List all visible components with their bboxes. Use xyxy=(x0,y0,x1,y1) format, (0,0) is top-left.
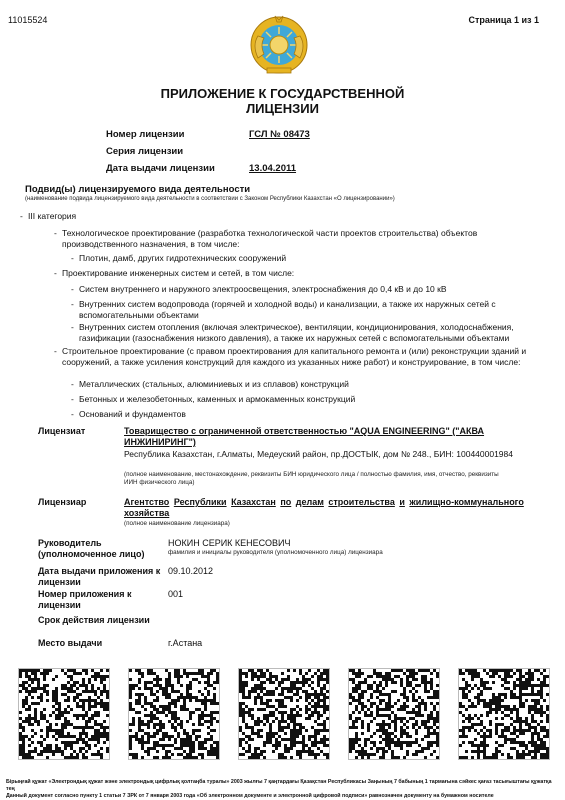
appendix-date-label: Дата выдачи приложения к лицензии xyxy=(38,566,161,587)
list-item: - Проектирование инженерных систем и сетей, в том числе: xyxy=(54,268,295,278)
licensor-name: Агентство Республики Казахстан по делам строительства и жилищно-коммунального хозяйства xyxy=(124,497,524,518)
list-item: - Бетонных и железобетонных, каменных и армокаменных конструкций xyxy=(71,394,356,404)
category-label: III категория xyxy=(28,211,77,221)
validity-label: Срок действия лицензии xyxy=(38,615,150,625)
appendix-number-label: Номер приложения к лицензии xyxy=(38,589,132,610)
page-info: Страница 1 из 1 xyxy=(468,15,539,25)
title-line-1: ПРИЛОЖЕНИЕ К ГОСУДАРСТВЕННОЙ xyxy=(160,86,405,101)
list-item: - Оснований и фундаментов xyxy=(71,409,186,419)
document-number: 11015524 xyxy=(8,15,48,25)
appendix-number-value: 001 xyxy=(168,589,184,599)
qr-code-icon xyxy=(18,668,110,760)
qr-code-icon xyxy=(348,668,440,760)
list-item: - Систем внутреннего и наружного электроосвещения, электроснабжения до 0,4 кВ и до 10 кВ xyxy=(71,284,447,294)
list-item: - Металлических (стальных, алюминиевых и из сплавов) конструкций xyxy=(71,379,349,389)
qr-code-icon xyxy=(238,668,330,760)
head-note: фамилия и инициалы руководителя (уполномоченного лица) лицензиара xyxy=(168,549,383,556)
licensee-note: (полное наименование, местонахождение, реквизиты БИН юридического лица / полностью фамилия, имя, отчество, реквизиты ИИН физического лица) xyxy=(124,471,499,486)
license-number-value: ГСЛ № 08473 xyxy=(249,129,310,140)
kazakhstan-emblem-icon xyxy=(248,14,310,76)
document-title xyxy=(0,86,565,116)
list-item: - Внутренних систем отопления (включая электрическое), вентиляции, кондиционирования, холодоснабжения, газификации (газоснабжения низкого давления), а также их наружных сетей с вспомогательными объектами xyxy=(71,322,514,343)
license-number-label: Номер лицензии xyxy=(106,129,185,140)
qr-code-icon xyxy=(128,668,220,760)
head-value: НОКИН СЕРИК КЕНЕСОВИЧ xyxy=(168,538,291,548)
list-item: - Технологическое проектирование (разработка технологической части проектов строительства) объектов производственного назначения, в том числе: xyxy=(54,228,478,249)
appendix-date-value: 09.10.2012 xyxy=(168,566,214,576)
licensor-note: (полное наименование лицензиара) xyxy=(124,520,230,527)
list-item: - Строительное проектирование (с правом проектирования для капитального ремонта и (или) реконструкции зданий и сооружений, а также усиления конструкций для каждого из указанных ниже работ) и конструирование, в том числе: xyxy=(54,346,527,367)
place-value: г.Астана xyxy=(168,638,203,648)
qr-code-icon xyxy=(458,668,550,760)
license-date-value: 13.04.2011 xyxy=(249,163,297,174)
licensee-address: Республика Казахстан, г.Алматы, Медеуский район, пр.ДОСТЫК, дом № 248., БИН: 100440001984 xyxy=(124,449,513,459)
subtype-note: (наименование подвида лицензируемого вида деятельности в соответствии с Законом Республики Казахстан «О лицензировании») xyxy=(25,196,395,202)
subtype-title: Подвид(ы) лицензируемого вида деятельности xyxy=(25,184,251,195)
footer-line-2: Данный документ согласно пункту 1 статьи 7 ЗРК от 7 января 2003 года «Об электронном документе и электронной цифровой подписи» равнозначен документу на бумажном носителе xyxy=(6,793,494,799)
legal-footer xyxy=(6,779,561,800)
footer-line-1: Бірыңғай құжат «Электрондық құжат және электрондық цифрлық қолтаңба туралы» 2003 жылғы 7 қаңтардағы Қазақстан Республикасы Заңының 7 бабының 1 тармағына сәйкес қағаз тасығыштағы құжатқа тең xyxy=(6,779,552,792)
licensor-label: Лицензиар xyxy=(38,497,87,507)
license-series-label: Серия лицензии xyxy=(106,146,184,157)
list-item: - Внутренних систем водопровода (горячей и холодной воды) и канализации, а также их наружных сетей с вспомогательными объектами xyxy=(71,299,496,320)
licensee-label: Лицензиат xyxy=(38,426,86,436)
title-line-2: ЛИЦЕНЗИИ xyxy=(246,101,319,116)
list-item: - Плотин, дамб, других гидротехнических сооружений xyxy=(71,253,287,263)
place-label: Место выдачи xyxy=(38,638,103,648)
licensee-name: Товарищество с ограниченной ответственностью "AQUA ENGINEERING" ("АКВА ИНЖИНИРИНГ") xyxy=(124,426,485,447)
category-item: - III категория xyxy=(20,211,77,221)
head-label: Руководитель (уполномоченное лицо) xyxy=(38,538,145,559)
license-date-label: Дата выдачи лицензии xyxy=(106,163,215,174)
